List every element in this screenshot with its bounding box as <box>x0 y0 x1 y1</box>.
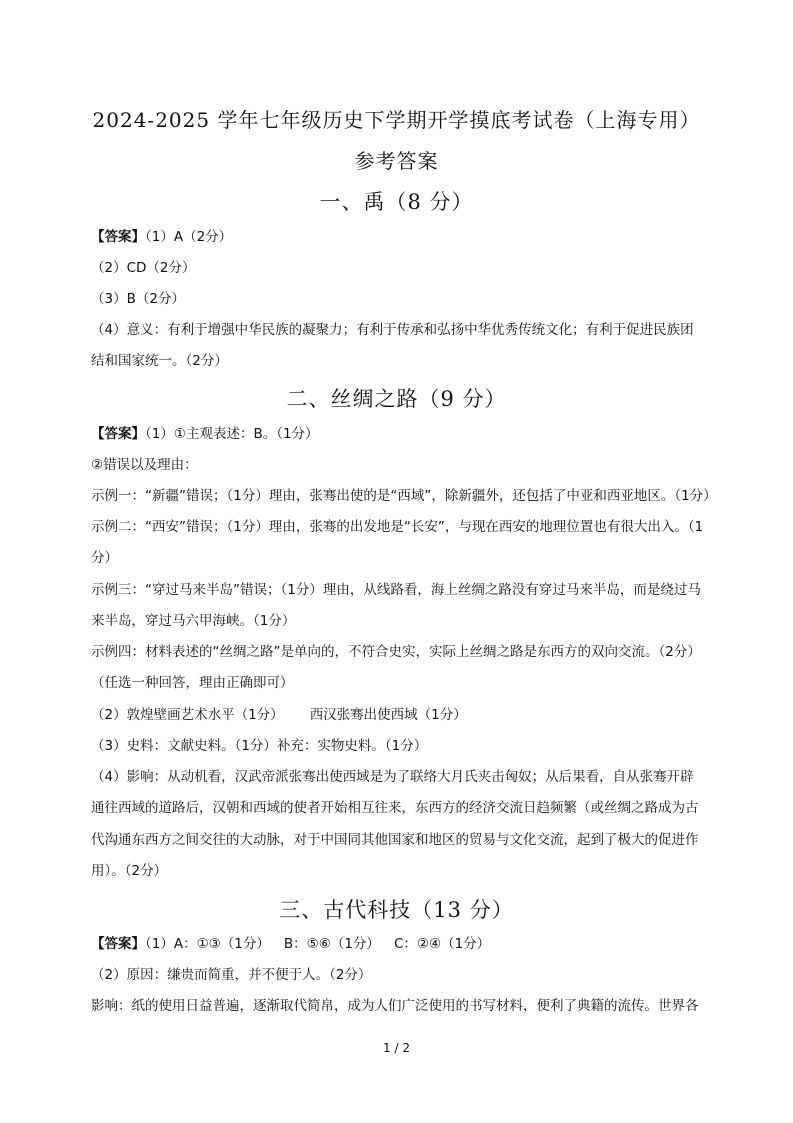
answer-text: （2）敦煌壁画艺术水平（1分） <box>91 707 284 723</box>
answer-line: 通往西域的道路后，汉朝和西域的使者开始相互往来，东西方的经济交流日趋频繁（或丝绸之路成为古 <box>91 800 699 816</box>
answer-line: 示例四：材料表述的“丝绸之路”是单向的，不符合史实，实际上丝绸之路是东西方的双向交流。（2分） <box>91 644 701 660</box>
answer-line: （任选一种回答，理由正确即可） <box>91 675 294 691</box>
answer-text: （1）A（2分） <box>145 229 233 245</box>
answer-text: （1）①主观表述：B。（1分） <box>145 426 319 442</box>
answer-line: 影响：纸的使用日益普遍，逐渐取代简帛，成为人们广泛使用的书写材料，便利了典籍的流传。世界各 <box>91 998 699 1014</box>
answer-tag: 【答案】 <box>91 426 145 442</box>
answer-text: 西汉张骞出使西域（1分） <box>309 707 467 723</box>
answer-line: 代沟通东西方之间交往的大动脉，对于中国同其他国家和地区的贸易与文化交流，起到了极大的促进作 <box>91 832 699 848</box>
section-heading-3: 三、古代科技（13 分） <box>279 898 514 922</box>
answer-line: 示例二：“西安”错误；（1分）理由，张骞的出发地是“长安”，与现在西安的地理位置也有很大出入。（1 <box>91 519 704 535</box>
document-subtitle: 参考答案 <box>354 149 439 173</box>
section-heading-2: 二、丝绸之路（9 分） <box>286 387 507 411</box>
answer-line: （4）意义：有利于增强中华民族的凝聚力；有利于传承和弘扬中华优秀传统文化；有利于促进民族团 <box>91 322 694 338</box>
answer-tag: 【答案】 <box>91 936 145 952</box>
page-number: 1 / 2 <box>383 1041 410 1055</box>
answer-line: （2）CD（2分） <box>91 260 196 276</box>
answer-line: 用）。（2分） <box>91 863 168 879</box>
answer-line <box>91 424 741 444</box>
answer-line <box>91 227 741 247</box>
answer-line: （4）影响：从动机看，汉武帝派张骞出使西域是为了联络大月氏夹击匈奴；从后果看，自从张骞开辟 <box>91 769 694 785</box>
answer-line: 示例一：“新疆”错误；（1分）理由，张骞出使的是“西域”，除新疆外，还包括了中亚和西亚地区。（1分） <box>91 488 717 504</box>
answer-line <box>91 705 741 725</box>
answer-text: B：⑤⑥（1分） <box>283 936 380 952</box>
answer-line: （3）B（2分） <box>91 291 185 307</box>
document-title: 2024-2025 学年七年级历史下学期开学摸底考试卷（上海专用） <box>92 108 701 132</box>
answer-text: （1）A：①③（1分） <box>145 936 270 952</box>
answer-line: ②错误以及理由： <box>91 457 198 473</box>
answer-line <box>91 934 741 954</box>
answer-line: 结和国家统一。（2分） <box>91 353 228 369</box>
answer-line: （2）原因：缣贵而简重，并不便于人。（2分） <box>91 967 372 983</box>
answer-line: （3）史料：文献史料。（1分）补充：实物史料。（1分） <box>91 738 428 754</box>
answer-tag: 【答案】 <box>91 229 145 245</box>
answer-text: C：②④（1分） <box>393 936 491 952</box>
answer-line: 示例三：“穿过马来半岛”错误；（1分）理由，从线路看，海上丝绸之路没有穿过马来半岛，而是绕过马 <box>91 582 701 598</box>
answer-line: 分） <box>91 550 118 566</box>
answer-line: 来半岛，穿过马六甲海峡。（1分） <box>91 613 296 629</box>
section-heading-1: 一、禹（8 分） <box>319 190 474 214</box>
